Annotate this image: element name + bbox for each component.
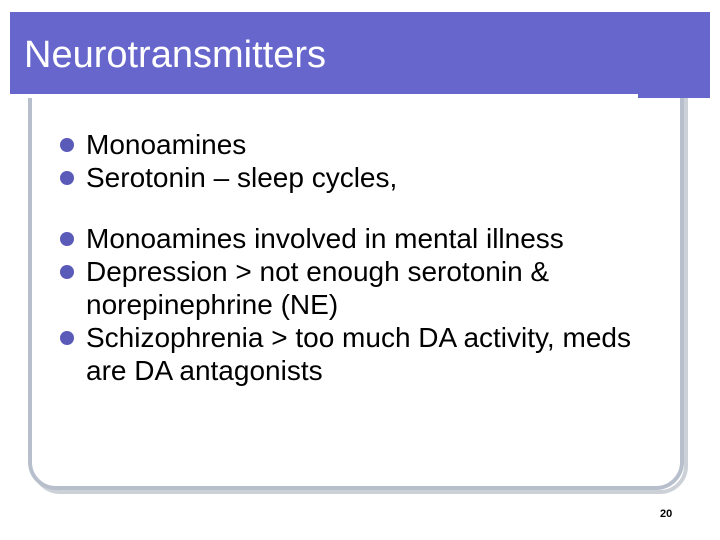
bullet-item — [58, 128, 678, 161]
bullet-item — [58, 255, 678, 321]
bullet-dot-icon — [60, 138, 74, 152]
bullet-list — [58, 128, 678, 387]
slide-title: Neurotransmitters — [24, 34, 326, 76]
bullet-item — [58, 161, 678, 194]
bullet-dot-icon — [60, 171, 74, 185]
bullet-dot-icon — [60, 265, 74, 279]
page-number: 20 — [660, 508, 673, 520]
bullet-text: Schizophrenia > too much DA activity, meds are DA antagonists — [86, 322, 631, 386]
bullet-text: Monoamines — [86, 129, 247, 160]
title-underline — [10, 94, 638, 98]
bullet-text: Monoamines involved in mental illness — [86, 223, 564, 254]
bullet-item — [58, 321, 678, 387]
bullet-text: Depression > not enough serotonin & norepinephrine (NE) — [86, 256, 550, 320]
bullet-dot-icon — [60, 232, 74, 246]
bullet-item — [58, 222, 678, 255]
bullet-text: Serotonin – sleep cycles, — [86, 162, 398, 193]
bullet-dot-icon — [60, 331, 74, 345]
